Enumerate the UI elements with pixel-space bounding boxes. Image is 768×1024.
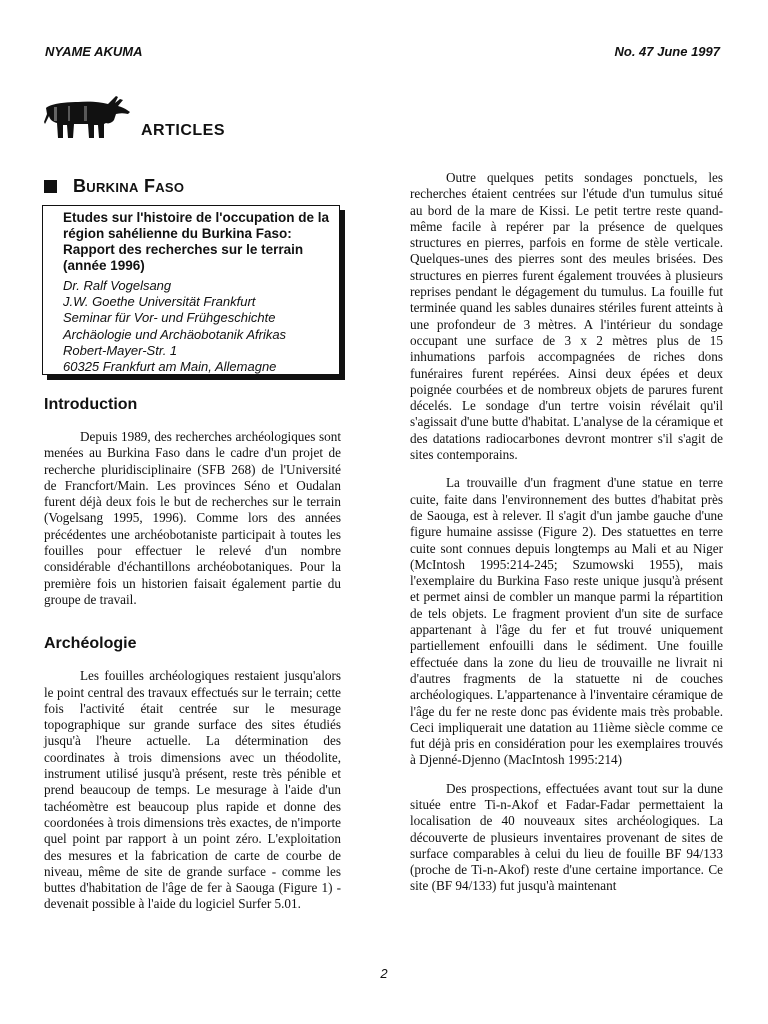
article-title-box <box>42 205 340 375</box>
article-title: Etudes sur l'histoire de l'occupation de la région sahélienne du Burkina Faso: Rapport des recherches sur le terrain (année 1996) <box>63 210 329 273</box>
body-paragraph: La trouvaille d'un fragment d'une statue en terre cuite, faite dans l'environnement des buttes d'habitat près de Saouga, est à relever. Il s'agit d'un jambe gauche d'une figure humaine assisse (Figure 2). Des statuettes en terre cuite sont connues depuis longtemps au Mali et au Niger (McIntosh 1995:214-245; Szumowski 1955), mais l'exemplaire du Burkina Faso reste unique jusqu'à présent et permet ainsi de combler un manque parmi la répartition de tels objets. Le fragment provient d'un site de surface appartenant à l'âge du fer et fut trouvé uniquement partiellement enfouilli dans le sédiment. Une fouille effectuée dans la zone du lieu de trouvaille ne livrait ni d'autres fragments de la statuette ni de couches archéologiques. L'appartenance à l'inventaire céramique de l'âge du fer ne reste donc pas évidente mais très probable. Ceci impliquerait une datation au 11ième siècle comme ce fut déjà pris en considération pour les exemplaires trouvés à Djenné-Djenno (MacIntosh 1995:214) <box>410 475 723 768</box>
introduction-heading: Introduction <box>44 396 138 413</box>
bullet-square-icon <box>44 180 57 193</box>
body-paragraph: Des prospections, effectuées avant tout sur la dune située entre Ti-n-Akof et Fadar-Fadar permettaient la localisation de 40 nouveaux sites archéologiques. La découverte de plusieurs inventaires provenant de sites de surface comparables à celui du lieu de fouille BF 94/133 (proche de Ti-n-Akof) reste d'une certaine importance. Ce site (BF 94/133) fut jusqu'à maintenant <box>410 780 723 894</box>
author-line: Archäologie und Archäobotanik Afrikas <box>63 326 287 342</box>
running-header-issue: No. 47 June 1997 <box>614 44 720 59</box>
introduction-paragraph: Depuis 1989, des recherches archéologiques sont menées au Burkina Faso dans le cadre d'un projet de recherche pluridisciplinaire (SFB 268) de l'Université de Francfort/Main. Les provinces Séno et Oudalan furent déjà deux fois le but de recherches sur le terrain (Vogelsang 1995, 1996). Comme lors des années précédentes une archéobotaniste participait à toutes les fouilles pour effectuer le relevé d'un nombre considérable d'échantillons archéobotaniques. Pour la première fois un historien faisait également partie du groupe de travail. <box>44 429 341 607</box>
country-name: Burkina Faso <box>73 176 185 196</box>
left-column <box>44 395 341 913</box>
page-number: 2 <box>380 966 388 981</box>
section-label: ARTICLES <box>141 122 225 139</box>
cattle-rock-art-icon <box>44 94 132 140</box>
archeologie-heading: Archéologie <box>44 635 137 653</box>
author-line: J.W. Goethe Universität Frankfurt <box>63 294 256 310</box>
archeologie-paragraph: Les fouilles archéologiques restaient jusqu'alors le point central des travaux effectués sur le terrain; cette fois l'activité était centrée sur le mesurage topographique sur grande surface des sites étudiés jusqu'à l'heure actuelle. La détermination des coordinates à trois dimensions avec un théodolite, instrument utilisé jusqu'à présent, reste très pénible et prend beaucoup de temps. Le mesurage à l'aide d'un tachéomètre est beaucoup plus rapide et donne des coordonées à trois dimensions très exactes, de n'importe quel point par rapport à un point zéro. L'exploitation des mesures et la fabrication de carte de courbe de niveau, même de site de grande surface - comme les buttes d'habitation de l'âge de fer à Saouga (Figure 1) - devenait possible à l'aide du logiciel Surfer 5.01. <box>44 668 341 912</box>
author-line: 60325 Frankfurt am Main, Allemagne <box>63 359 277 375</box>
body-paragraph: Outre quelques petits sondages ponctuels, les recherches étaient centrées sur l'étude d'un tumulus situé au bord de la mare de Kissi. Le petit tertre reste quand-même facile à repérer par la présence de quelques structures en pierres, parfois en forme de stèle verticale. Quelques-unes des pierres sont des meules brisées. Des structures en pierres furent également trouvées à plusieurs reprises pendant le dégagement du tumulus. La fouille fut terminée quand les sables dunaires stériles furent atteints à une profondeur de 3 mètres. A l'intérieur du sondage occupant une surface de 3 x 2 mètres plus de 15 inhumations parfois accompagnées de riches dons funéraires furent repérées. Ainsi deux épées et deux poignée courbées et de nombreux objets de parures furent décelés. Le sondage d'un tertre voisin révélait qu'il s'agissait d'une butte d'habitat. L'analyse de la céramique et des datations radiocarbones devront montrer s'il s'agit de sites contemporains. <box>410 170 723 463</box>
running-header-journal: NYAME AKUMA <box>45 44 143 59</box>
author-line: Seminar für Vor- und Frühgeschichte <box>63 310 276 326</box>
author-line: Robert-Mayer-Str. 1 <box>63 342 178 358</box>
author-line: Dr. Ralf Vogelsang <box>63 278 172 293</box>
country-heading <box>44 176 184 197</box>
right-column <box>410 170 723 895</box>
